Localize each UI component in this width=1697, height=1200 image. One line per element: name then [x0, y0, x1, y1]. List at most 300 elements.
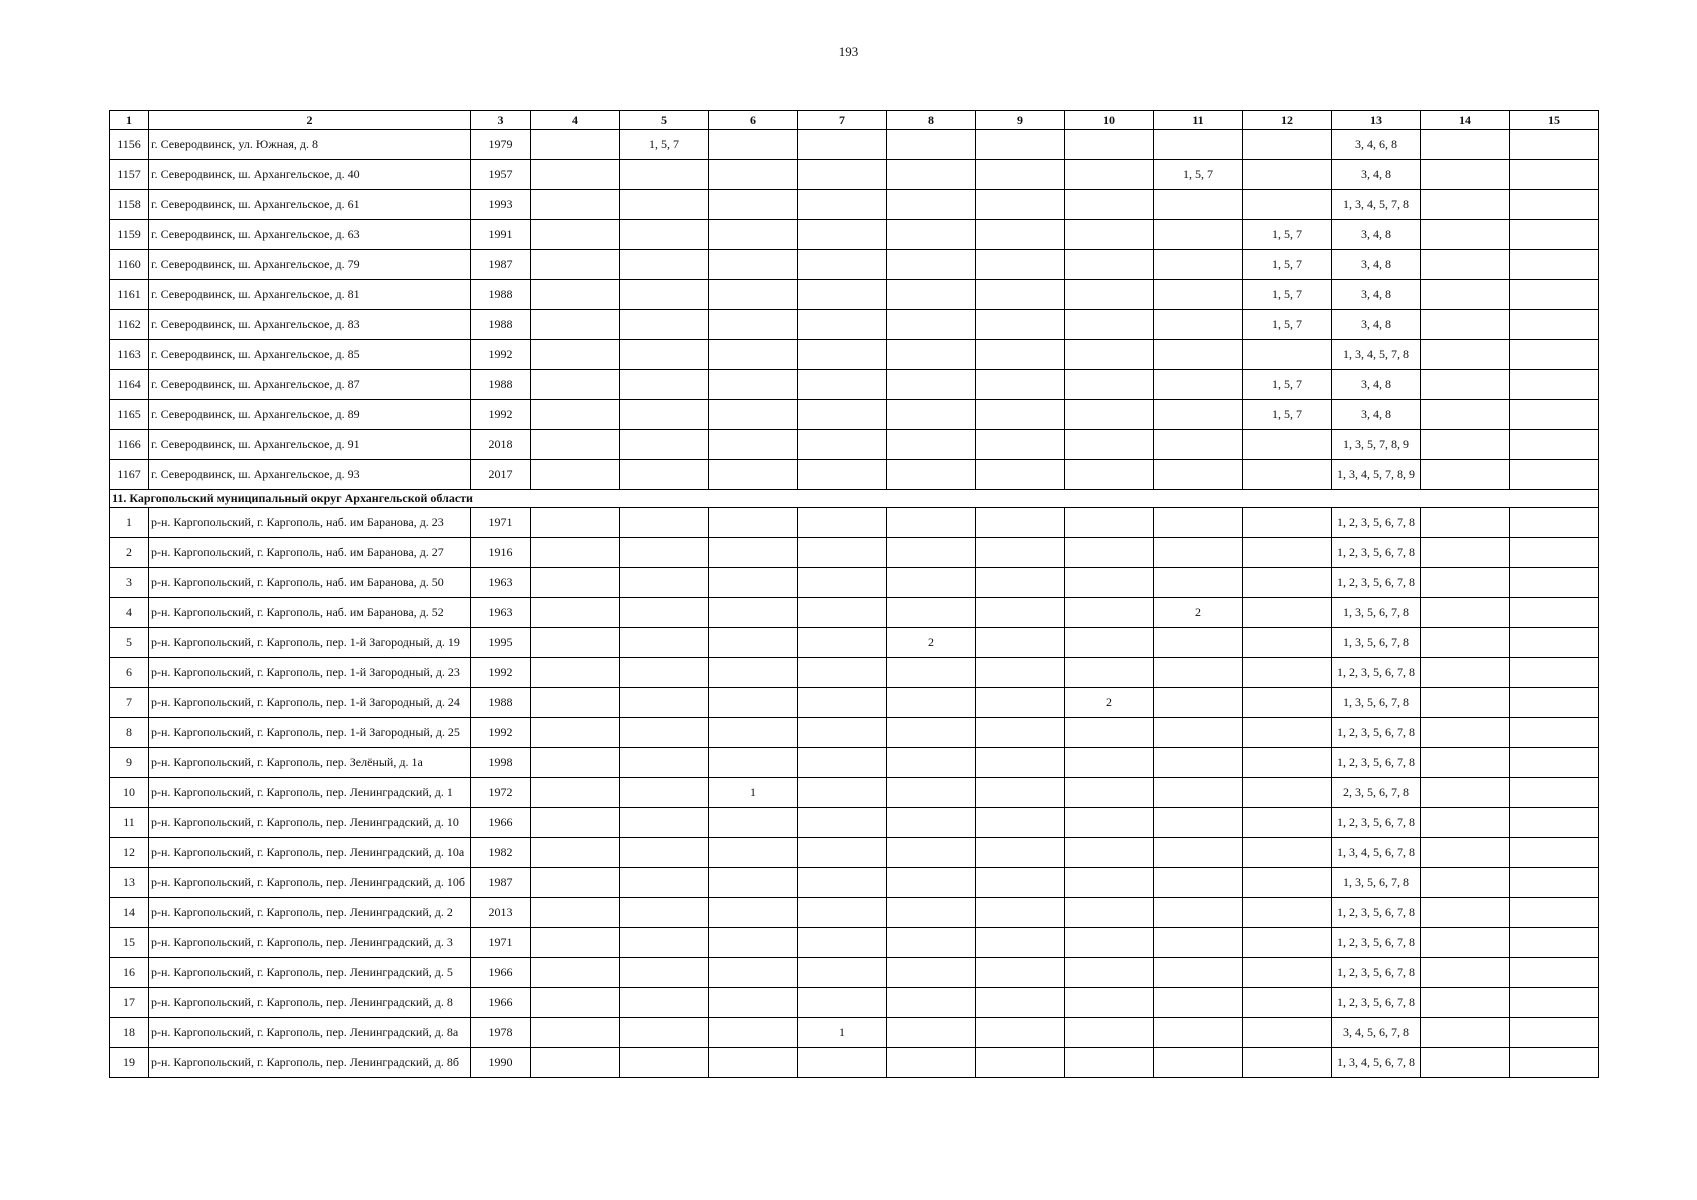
col5-cell [620, 370, 709, 400]
col5-cell [620, 688, 709, 718]
col7-cell [798, 928, 887, 958]
col15-cell [1510, 130, 1599, 160]
col8-cell [887, 370, 976, 400]
row-number: 1158 [110, 190, 149, 220]
col14-cell [1421, 430, 1510, 460]
col9-cell [976, 160, 1065, 190]
col14-cell [1421, 250, 1510, 280]
col15-cell [1510, 958, 1599, 988]
col9-cell [976, 808, 1065, 838]
col12-cell [1243, 190, 1332, 220]
col6-cell [709, 748, 798, 778]
year-cell: 1978 [471, 1018, 531, 1048]
col10-cell [1065, 808, 1154, 838]
col14-cell [1421, 220, 1510, 250]
column-header-4: 4 [531, 111, 620, 130]
col15-cell [1510, 538, 1599, 568]
table-row [110, 658, 1599, 688]
col9-cell [976, 868, 1065, 898]
col8-cell: 2 [887, 628, 976, 658]
table-row [110, 1018, 1599, 1048]
col9-cell [976, 898, 1065, 928]
row-number: 3 [110, 568, 149, 598]
table-row [110, 778, 1599, 808]
col10-cell [1065, 838, 1154, 868]
col7-cell [798, 160, 887, 190]
col10-cell [1065, 538, 1154, 568]
col11-cell [1154, 778, 1243, 808]
address-cell: р-н. Каргопольский, г. Каргополь, наб. им Баранова, д. 50 [149, 568, 471, 598]
col11-cell [1154, 868, 1243, 898]
table-row [110, 460, 1599, 490]
col4-cell [531, 838, 620, 868]
col11-cell [1154, 958, 1243, 988]
col6-cell [709, 130, 798, 160]
row-number: 14 [110, 898, 149, 928]
col15-cell [1510, 310, 1599, 340]
col9-cell [976, 220, 1065, 250]
col7-cell [798, 1048, 887, 1078]
col7-cell [798, 190, 887, 220]
col13-cell: 1, 3, 5, 6, 7, 8 [1332, 688, 1421, 718]
header-row [110, 111, 1599, 130]
col4-cell [531, 628, 620, 658]
col8-cell [887, 430, 976, 460]
col9-cell [976, 988, 1065, 1018]
address-cell: р-н. Каргопольский, г. Каргополь, пер. Ленинградский, д. 2 [149, 898, 471, 928]
year-cell: 1992 [471, 658, 531, 688]
col12-cell: 1, 5, 7 [1243, 220, 1332, 250]
col14-cell [1421, 628, 1510, 658]
row-number: 1 [110, 508, 149, 538]
col9-cell [976, 718, 1065, 748]
col10-cell [1065, 628, 1154, 658]
col13-cell: 1, 3, 4, 5, 7, 8, 9 [1332, 460, 1421, 490]
col12-cell [1243, 340, 1332, 370]
col11-cell [1154, 988, 1243, 1018]
table-row [110, 370, 1599, 400]
col8-cell [887, 748, 976, 778]
col11-cell [1154, 688, 1243, 718]
col7-cell [798, 310, 887, 340]
col15-cell [1510, 430, 1599, 460]
row-number: 1159 [110, 220, 149, 250]
col15-cell [1510, 508, 1599, 538]
col4-cell [531, 538, 620, 568]
register-table [109, 110, 1599, 1078]
col15-cell [1510, 898, 1599, 928]
col15-cell [1510, 1018, 1599, 1048]
col4-cell [531, 160, 620, 190]
col6-cell [709, 340, 798, 370]
col7-cell [798, 508, 887, 538]
row-number: 10 [110, 778, 149, 808]
col14-cell [1421, 658, 1510, 688]
col14-cell [1421, 370, 1510, 400]
row-number: 1161 [110, 280, 149, 310]
col4-cell [531, 688, 620, 718]
row-number: 1160 [110, 250, 149, 280]
col12-cell [1243, 928, 1332, 958]
col5-cell [620, 538, 709, 568]
col14-cell [1421, 958, 1510, 988]
col8-cell [887, 160, 976, 190]
row-number: 1157 [110, 160, 149, 190]
col6-cell [709, 958, 798, 988]
table-row [110, 220, 1599, 250]
address-cell: г. Северодвинск, ул. Южная, д. 8 [149, 130, 471, 160]
table-row [110, 808, 1599, 838]
year-cell: 1979 [471, 130, 531, 160]
col9-cell [976, 928, 1065, 958]
col9-cell [976, 370, 1065, 400]
year-cell: 1988 [471, 310, 531, 340]
col6-cell [709, 508, 798, 538]
col10-cell [1065, 988, 1154, 1018]
col5-cell [620, 1018, 709, 1048]
col8-cell [887, 340, 976, 370]
col12-cell [1243, 898, 1332, 928]
table-row [110, 400, 1599, 430]
col4-cell [531, 748, 620, 778]
col9-cell [976, 190, 1065, 220]
col9-cell [976, 1048, 1065, 1078]
col7-cell [798, 628, 887, 658]
col8-cell [887, 778, 976, 808]
row-number: 15 [110, 928, 149, 958]
col15-cell [1510, 838, 1599, 868]
col5-cell [620, 430, 709, 460]
col13-cell: 1, 2, 3, 5, 6, 7, 8 [1332, 658, 1421, 688]
col9-cell [976, 568, 1065, 598]
col7-cell [798, 688, 887, 718]
col15-cell [1510, 250, 1599, 280]
col4-cell [531, 598, 620, 628]
col11-cell [1154, 370, 1243, 400]
col7-cell [798, 370, 887, 400]
col4-cell [531, 1018, 620, 1048]
col11-cell [1154, 460, 1243, 490]
col6-cell [709, 808, 798, 838]
col8-cell [887, 1018, 976, 1048]
col5-cell [620, 658, 709, 688]
col5-cell [620, 220, 709, 250]
col6-cell [709, 460, 798, 490]
year-cell: 1993 [471, 190, 531, 220]
col10-cell [1065, 508, 1154, 538]
year-cell: 1992 [471, 340, 531, 370]
col13-cell: 1, 2, 3, 5, 6, 7, 8 [1332, 928, 1421, 958]
col12-cell: 1, 5, 7 [1243, 280, 1332, 310]
address-cell: р-н. Каргопольский, г. Каргополь, пер. 1-й Загородный, д. 25 [149, 718, 471, 748]
section-title: 11. Каргопольский муниципальный округ Архангельской области [110, 490, 1599, 508]
row-number: 19 [110, 1048, 149, 1078]
column-header-12: 12 [1243, 111, 1332, 130]
col11-cell [1154, 538, 1243, 568]
col13-cell: 3, 4, 8 [1332, 160, 1421, 190]
col14-cell [1421, 928, 1510, 958]
col10-cell [1065, 250, 1154, 280]
col15-cell [1510, 400, 1599, 430]
col7-cell [798, 538, 887, 568]
col10-cell [1065, 340, 1154, 370]
col15-cell [1510, 808, 1599, 838]
col4-cell [531, 928, 620, 958]
col15-cell [1510, 778, 1599, 808]
address-cell: р-н. Каргопольский, г. Каргополь, наб. им Баранова, д. 52 [149, 598, 471, 628]
col15-cell [1510, 190, 1599, 220]
col14-cell [1421, 160, 1510, 190]
col11-cell: 2 [1154, 598, 1243, 628]
row-number: 11 [110, 808, 149, 838]
col14-cell [1421, 568, 1510, 598]
col4-cell [531, 778, 620, 808]
col7-cell [798, 658, 887, 688]
col13-cell: 3, 4, 8 [1332, 370, 1421, 400]
year-cell: 1988 [471, 688, 531, 718]
column-header-8: 8 [887, 111, 976, 130]
col4-cell [531, 250, 620, 280]
col9-cell [976, 598, 1065, 628]
col12-cell [1243, 460, 1332, 490]
col11-cell [1154, 898, 1243, 928]
col13-cell: 3, 4, 8 [1332, 280, 1421, 310]
address-cell: г. Северодвинск, ш. Архангельское, д. 83 [149, 310, 471, 340]
col5-cell [620, 958, 709, 988]
col12-cell [1243, 718, 1332, 748]
table-row [110, 718, 1599, 748]
col14-cell [1421, 400, 1510, 430]
col5-cell [620, 280, 709, 310]
year-cell: 1991 [471, 220, 531, 250]
col13-cell: 2, 3, 5, 6, 7, 8 [1332, 778, 1421, 808]
col9-cell [976, 688, 1065, 718]
col5-cell [620, 748, 709, 778]
column-header-13: 13 [1332, 111, 1421, 130]
col14-cell [1421, 1048, 1510, 1078]
col6-cell [709, 160, 798, 190]
col4-cell [531, 898, 620, 928]
col9-cell [976, 400, 1065, 430]
col15-cell [1510, 748, 1599, 778]
col13-cell: 3, 4, 5, 6, 7, 8 [1332, 1018, 1421, 1048]
col6-cell [709, 1018, 798, 1048]
col4-cell [531, 868, 620, 898]
col7-cell [798, 568, 887, 598]
col10-cell [1065, 748, 1154, 778]
address-cell: р-н. Каргопольский, г. Каргополь, пер. 1-й Загородный, д. 23 [149, 658, 471, 688]
col7-cell [798, 988, 887, 1018]
col7-cell [798, 598, 887, 628]
column-header-14: 14 [1421, 111, 1510, 130]
address-cell: р-н. Каргопольский, г. Каргополь, пер. Ленинградский, д. 10б [149, 868, 471, 898]
year-cell: 1992 [471, 718, 531, 748]
row-number: 1167 [110, 460, 149, 490]
col10-cell [1065, 460, 1154, 490]
col13-cell: 1, 2, 3, 5, 6, 7, 8 [1332, 568, 1421, 598]
col14-cell [1421, 460, 1510, 490]
column-header-6: 6 [709, 111, 798, 130]
col6-cell [709, 568, 798, 598]
col11-cell [1154, 718, 1243, 748]
col5-cell [620, 400, 709, 430]
col5-cell: 1, 5, 7 [620, 130, 709, 160]
address-cell: г. Северодвинск, ш. Архангельское, д. 85 [149, 340, 471, 370]
table-row [110, 958, 1599, 988]
col6-cell [709, 718, 798, 748]
col12-cell [1243, 778, 1332, 808]
col10-cell [1065, 958, 1154, 988]
column-header-1: 1 [110, 111, 149, 130]
col4-cell [531, 310, 620, 340]
column-header-10: 10 [1065, 111, 1154, 130]
col10-cell [1065, 1048, 1154, 1078]
col9-cell [976, 130, 1065, 160]
year-cell: 1987 [471, 868, 531, 898]
year-cell: 1963 [471, 598, 531, 628]
col8-cell [887, 280, 976, 310]
address-cell: г. Северодвинск, ш. Архангельское, д. 91 [149, 430, 471, 460]
col9-cell [976, 430, 1065, 460]
table-row [110, 160, 1599, 190]
col10-cell [1065, 370, 1154, 400]
col6-cell [709, 538, 798, 568]
year-cell: 1990 [471, 1048, 531, 1078]
col11-cell [1154, 838, 1243, 868]
year-cell: 1966 [471, 808, 531, 838]
col15-cell [1510, 988, 1599, 1018]
col7-cell [798, 958, 887, 988]
table-row [110, 988, 1599, 1018]
col14-cell [1421, 130, 1510, 160]
year-cell: 2017 [471, 460, 531, 490]
row-number: 9 [110, 748, 149, 778]
year-cell: 2013 [471, 898, 531, 928]
col15-cell [1510, 628, 1599, 658]
col10-cell: 2 [1065, 688, 1154, 718]
col13-cell: 1, 2, 3, 5, 6, 7, 8 [1332, 748, 1421, 778]
col11-cell [1154, 430, 1243, 460]
col9-cell [976, 1018, 1065, 1048]
col6-cell [709, 400, 798, 430]
col12-cell [1243, 1018, 1332, 1048]
col13-cell: 1, 3, 5, 6, 7, 8 [1332, 598, 1421, 628]
column-header-2: 2 [149, 111, 471, 130]
col4-cell [531, 988, 620, 1018]
col11-cell [1154, 1048, 1243, 1078]
col10-cell [1065, 658, 1154, 688]
col4-cell [531, 400, 620, 430]
year-cell: 1963 [471, 568, 531, 598]
table-row [110, 538, 1599, 568]
address-cell: г. Северодвинск, ш. Архангельское, д. 63 [149, 220, 471, 250]
year-cell: 1972 [471, 778, 531, 808]
col15-cell [1510, 928, 1599, 958]
col12-cell [1243, 838, 1332, 868]
col14-cell [1421, 310, 1510, 340]
col7-cell [798, 748, 887, 778]
address-cell: р-н. Каргопольский, г. Каргополь, наб. им Баранова, д. 27 [149, 538, 471, 568]
col15-cell [1510, 868, 1599, 898]
col4-cell [531, 1048, 620, 1078]
col13-cell: 1, 2, 3, 5, 6, 7, 8 [1332, 898, 1421, 928]
col14-cell [1421, 748, 1510, 778]
address-cell: г. Северодвинск, ш. Архангельское, д. 81 [149, 280, 471, 310]
table-row [110, 898, 1599, 928]
address-cell: г. Северодвинск, ш. Архангельское, д. 87 [149, 370, 471, 400]
col5-cell [620, 868, 709, 898]
col15-cell [1510, 160, 1599, 190]
column-header-11: 11 [1154, 111, 1243, 130]
col11-cell [1154, 190, 1243, 220]
col10-cell [1065, 568, 1154, 598]
col6-cell [709, 838, 798, 868]
table-row [110, 310, 1599, 340]
table-row [110, 130, 1599, 160]
col11-cell: 1, 5, 7 [1154, 160, 1243, 190]
col5-cell [620, 508, 709, 538]
col15-cell [1510, 1048, 1599, 1078]
col12-cell [1243, 160, 1332, 190]
col13-cell: 3, 4, 6, 8 [1332, 130, 1421, 160]
col12-cell [1243, 868, 1332, 898]
year-cell: 1988 [471, 280, 531, 310]
table-row [110, 688, 1599, 718]
col12-cell [1243, 658, 1332, 688]
col4-cell [531, 340, 620, 370]
col7-cell [798, 430, 887, 460]
col8-cell [887, 220, 976, 250]
year-cell: 1998 [471, 748, 531, 778]
col5-cell [620, 598, 709, 628]
address-cell: г. Северодвинск, ш. Архангельское, д. 79 [149, 250, 471, 280]
table-row [110, 280, 1599, 310]
col11-cell [1154, 628, 1243, 658]
year-cell: 2018 [471, 430, 531, 460]
col13-cell: 1, 2, 3, 5, 6, 7, 8 [1332, 958, 1421, 988]
col11-cell [1154, 658, 1243, 688]
col7-cell [798, 220, 887, 250]
col13-cell: 1, 2, 3, 5, 6, 7, 8 [1332, 988, 1421, 1018]
col13-cell: 1, 3, 4, 5, 6, 7, 8 [1332, 838, 1421, 868]
address-cell: р-н. Каргопольский, г. Каргополь, пер. Ленинградский, д. 8 [149, 988, 471, 1018]
col10-cell [1065, 718, 1154, 748]
col5-cell [620, 988, 709, 1018]
col9-cell [976, 460, 1065, 490]
col8-cell [887, 928, 976, 958]
col7-cell [798, 838, 887, 868]
table-row [110, 430, 1599, 460]
col12-cell [1243, 628, 1332, 658]
table-row [110, 868, 1599, 898]
col4-cell [531, 460, 620, 490]
col4-cell [531, 658, 620, 688]
year-cell: 1971 [471, 508, 531, 538]
col6-cell: 1 [709, 778, 798, 808]
col12-cell [1243, 508, 1332, 538]
col13-cell: 3, 4, 8 [1332, 250, 1421, 280]
col14-cell [1421, 718, 1510, 748]
col13-cell: 3, 4, 8 [1332, 220, 1421, 250]
row-number: 1166 [110, 430, 149, 460]
col15-cell [1510, 340, 1599, 370]
col15-cell [1510, 460, 1599, 490]
col10-cell [1065, 778, 1154, 808]
col7-cell [798, 340, 887, 370]
col8-cell [887, 658, 976, 688]
col9-cell [976, 250, 1065, 280]
col13-cell: 3, 4, 8 [1332, 310, 1421, 340]
